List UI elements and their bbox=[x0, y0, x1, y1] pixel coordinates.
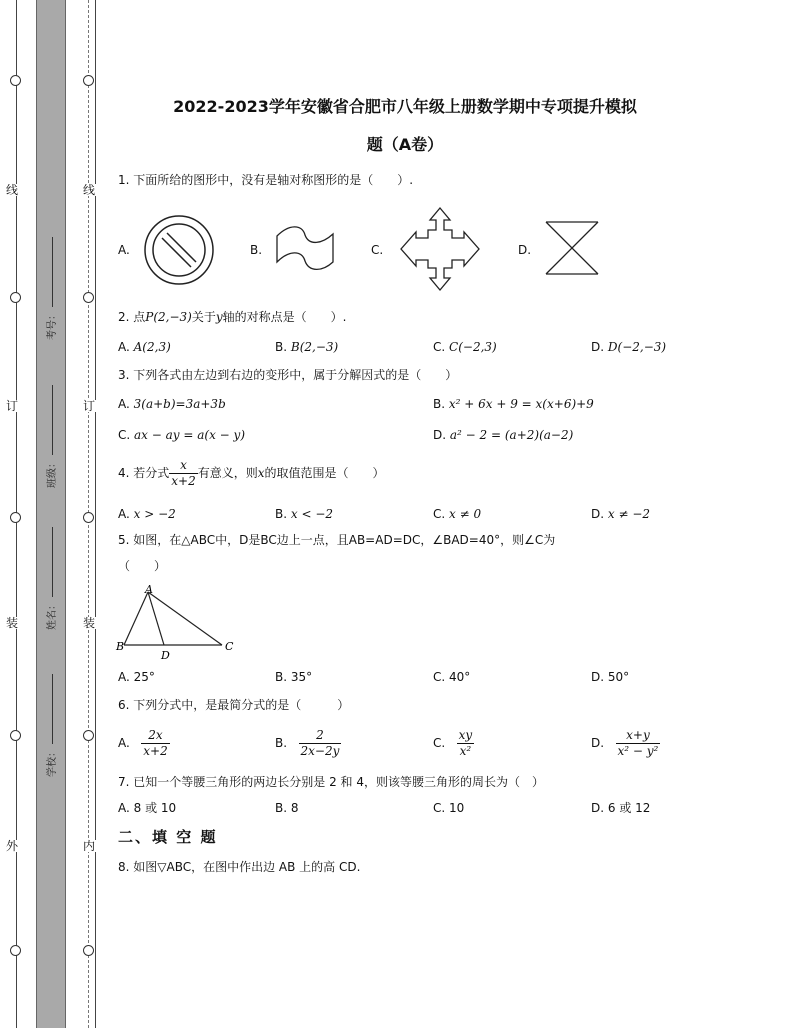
vertex-b-label: B bbox=[116, 640, 125, 653]
field-school: 学校： bbox=[43, 674, 58, 777]
binding-hole bbox=[83, 512, 94, 523]
triangle-abc-figure bbox=[114, 582, 238, 660]
q6-option-d: D. $\frac{x+y}{\text{x² − y²}}$ bbox=[591, 728, 659, 758]
binding-hole bbox=[10, 512, 21, 523]
q7-option-b: B. 8 bbox=[275, 801, 299, 815]
q6-option-b: B. $\frac{2}{2x-2y}$ bbox=[275, 728, 340, 758]
q4-option-c: C. x ≠ 0 bbox=[433, 507, 482, 521]
q3-option-a: A. 3(a+b)=3a+3b bbox=[118, 397, 226, 411]
margin-char-ding: 订 bbox=[82, 399, 95, 413]
binding-hole bbox=[83, 292, 94, 303]
binding-band bbox=[36, 0, 66, 1028]
margin-char-zhuang: 装 bbox=[5, 616, 18, 630]
q1-option-c-label: C. bbox=[371, 243, 384, 257]
binding-hole bbox=[10, 292, 21, 303]
q1-stem: 1. 下面所给的图形中，没有是轴对称图形的是（ ）. bbox=[118, 173, 414, 187]
q5-option-d: D. 50° bbox=[591, 670, 630, 684]
no-entry-sign-figure bbox=[143, 214, 215, 286]
margin-char-xian: 线 bbox=[82, 183, 95, 197]
q3-option-d: D. a² − 2 = (a+2)(a−2) bbox=[433, 428, 574, 442]
q5-blank: （ ） bbox=[118, 559, 167, 573]
q3-stem: 3. 下列各式由左边到右边的变形中，属于分解因式的是（ ） bbox=[118, 368, 458, 382]
margin-char-nei: 内 bbox=[82, 839, 95, 853]
binding-hole bbox=[10, 730, 21, 741]
q3-option-c: C. ax − ay = a(x − y) bbox=[118, 428, 246, 442]
q3-option-b: B. x² + 6x + 9 = x(x+6)+9 bbox=[433, 397, 594, 411]
q4-fraction: $\frac{x}{x+2}$ bbox=[171, 458, 196, 488]
binding-hole bbox=[10, 945, 21, 956]
q5-option-b: B. 35° bbox=[275, 670, 313, 684]
binding-hole bbox=[83, 730, 94, 741]
field-exam-number: 考号： bbox=[43, 237, 58, 340]
field-class: 班级： bbox=[43, 385, 58, 488]
q7-option-c: C. 10 bbox=[433, 801, 465, 815]
q5-stem: 5. 如图，在△ABC中，D是BC边上一点，且AB=AD=DC，∠BAD=40°，则∠C为 bbox=[118, 533, 556, 547]
q2-option-c: C. C(−2,3) bbox=[433, 340, 497, 354]
q4-option-d: D. x ≠ −2 bbox=[591, 507, 651, 521]
q2-option-a: A. A(2,3) bbox=[118, 340, 171, 354]
q4-stem: 4. 若分式 $\frac{x}{x+2}$ 有意义，则x的取值范围是（ ） bbox=[118, 458, 385, 488]
margin-char-xian: 线 bbox=[5, 183, 18, 197]
q4-option-a: A. x > −2 bbox=[118, 507, 176, 521]
q8-stem: 8. 如图▽ABC，在图中作出边 AB 上的高 CD. bbox=[118, 860, 361, 874]
q6-option-c: C. $\frac{xy}{\text{x²}}$ bbox=[433, 728, 473, 758]
margin-char-wai: 外 bbox=[5, 839, 18, 853]
four-arrows-figure bbox=[398, 206, 482, 292]
q1-option-d-label: D. bbox=[518, 243, 532, 257]
q7-stem: 7. 已知一个等腰三角形的两边长分别是 2 和 4，则该等腰三角形的周长为（ ） bbox=[118, 775, 544, 789]
vertex-d-label: D bbox=[161, 649, 170, 660]
vertex-c-label: C bbox=[225, 640, 234, 653]
margin-char-ding: 订 bbox=[5, 399, 18, 413]
binding-hole bbox=[83, 945, 94, 956]
q2-stem: 2. 点P(2,−3)关于y轴的对称点是（ ）. bbox=[118, 310, 347, 324]
q5-option-a: A. 25° bbox=[118, 670, 155, 684]
q6-option-a: A. $\frac{2x}{x+2}$ bbox=[118, 728, 168, 758]
q4-option-b: B. x < −2 bbox=[275, 507, 334, 521]
binding-hole bbox=[83, 75, 94, 86]
margin-char-zhuang: 装 bbox=[82, 616, 95, 630]
page-title: 2022-2023学年安徽省合肥市八年级上册数学期中专项提升模拟 bbox=[173, 97, 637, 116]
q7-option-d: D. 6 或 12 bbox=[591, 801, 651, 815]
q2-option-b: B. B(2,−3) bbox=[275, 340, 339, 354]
q6-stem: 6. 下列分式中，是最简分式的是（ ） bbox=[118, 698, 350, 712]
q1-option-a-label: A. bbox=[118, 243, 130, 257]
field-name: 姓名： bbox=[43, 527, 58, 630]
vertex-a-label: A bbox=[145, 583, 153, 596]
q7-option-a: A. 8 或 10 bbox=[118, 801, 177, 815]
section-heading-fill-blank: 二、填 空 题 bbox=[118, 828, 218, 846]
q5-option-c: C. 40° bbox=[433, 670, 471, 684]
inner-margin-line bbox=[95, 0, 96, 1028]
flag-shape-figure bbox=[274, 222, 336, 274]
q2-option-d: D. D(−2,−3) bbox=[591, 340, 667, 354]
q1-option-b-label: B. bbox=[250, 243, 263, 257]
hourglass-figure bbox=[544, 220, 600, 276]
page-title-line2: 题（A卷） bbox=[366, 135, 444, 154]
binding-hole bbox=[10, 75, 21, 86]
